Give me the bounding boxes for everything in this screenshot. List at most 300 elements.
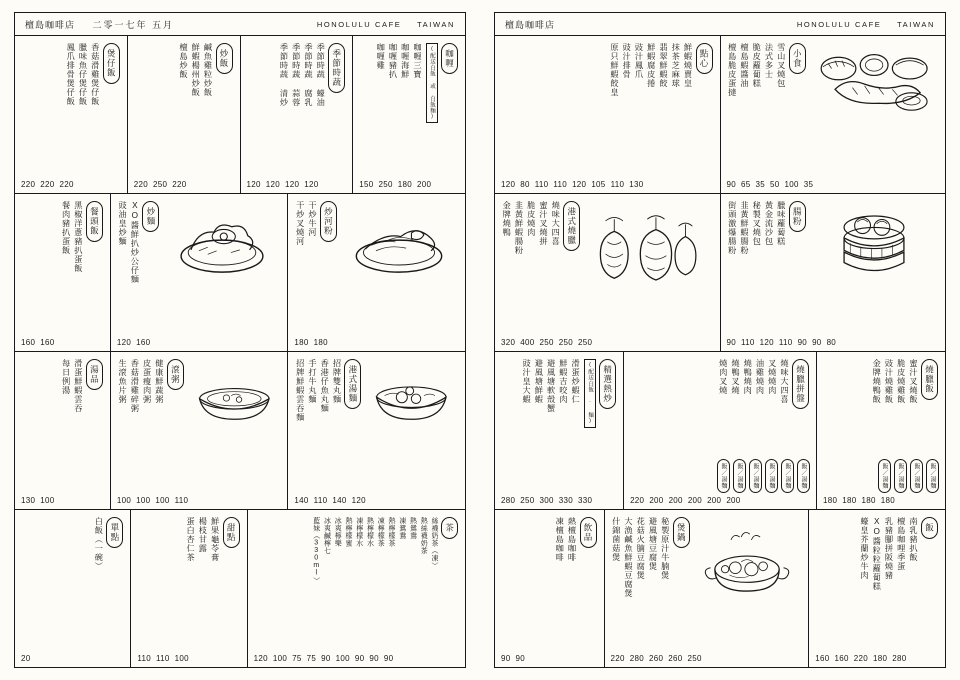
price: 160 — [815, 654, 830, 663]
menu-item[interactable]: 大漁鹹魚鮮蝦豆腐煲 — [624, 517, 633, 598]
price: 90 — [354, 654, 365, 663]
price: 110 — [137, 654, 151, 663]
menu-item[interactable]: 凍鴛鴦 — [398, 517, 406, 540]
section-row — [495, 510, 945, 667]
section-title: 煲鍋 — [673, 517, 690, 548]
price-list — [117, 335, 282, 347]
combo-tag: 飯／湯麵 — [781, 459, 794, 493]
price-list — [294, 493, 459, 505]
price: 220 — [21, 180, 36, 189]
price: 250 — [520, 496, 535, 505]
price-list — [727, 335, 940, 347]
section-title: 炒飯 — [216, 43, 233, 74]
brand-name-en: HONOLULU CAFE — [316, 20, 402, 29]
price: 260 — [649, 654, 664, 663]
price-list — [501, 335, 714, 347]
price: 110 — [155, 654, 170, 663]
menu-item[interactable]: 鮮蝦楊州炒飯 — [191, 43, 201, 97]
menu-item[interactable]: 季節時蔬 腐乳 — [304, 43, 313, 107]
menu-item[interactable]: 蠔皇芥蘭炒牛肉 — [859, 517, 869, 580]
price: 100 — [136, 496, 151, 505]
price: 100 — [116, 496, 132, 505]
price: 150 — [359, 180, 374, 189]
price: 110 — [534, 180, 549, 189]
brand-name-zh: 檀島咖啡店 — [25, 20, 76, 30]
price: 200 — [726, 496, 741, 505]
menu-item[interactable]: 避風塘軟殼蟹 — [546, 359, 556, 413]
menu-item[interactable]: 燒味大四喜 — [551, 201, 561, 246]
menu-item[interactable]: 滑蛋炒蝦仁 — [571, 359, 581, 404]
menu-section-claypot-rice[interactable] — [15, 36, 128, 193]
menu-item[interactable]: 燒肉叉燒 — [718, 359, 728, 395]
left-header-left — [25, 18, 174, 31]
menu-date: 二零一七年 五月 — [92, 20, 175, 30]
menu-item[interactable]: 黑椒洋蔥豬扒蛋飯 — [73, 201, 83, 273]
price: 200 — [707, 496, 722, 505]
brand-name-zh: 檀島咖啡店 — [505, 20, 556, 30]
price: 180 — [822, 496, 838, 505]
combo-tag: 飯／湯麵 — [765, 459, 778, 493]
combo-tag: 飯／湯麵 — [926, 459, 939, 493]
menu-item[interactable]: 韭黃鮮蝦腸粉 — [740, 201, 749, 255]
price: 180 — [294, 338, 309, 347]
menu-item[interactable]: 脆皮蘿蔔糕 — [752, 43, 762, 88]
menu-item[interactable]: 南乳豬扒飯 — [908, 517, 918, 562]
menu-section-rice-plate[interactable] — [15, 194, 111, 351]
brand-name-en: HONOLULU CAFE — [796, 20, 882, 29]
menu-item[interactable]: 招牌鮮蝦雲吞麵 — [295, 359, 305, 422]
menu-item[interactable]: 每日例湯 — [61, 359, 71, 395]
section-title: 炒麵 — [142, 201, 159, 232]
menu-item[interactable]: 街頭激爆腸粉 — [727, 201, 737, 255]
price-list — [611, 651, 803, 663]
menu-item[interactable]: 凍檸檬茶 — [377, 517, 385, 547]
price: 330 — [578, 496, 593, 505]
menu-item[interactable]: 冰爽鹹檸七 — [323, 517, 331, 555]
combo-tag: 飯／湯麵 — [717, 459, 730, 493]
price: 100 — [272, 654, 288, 663]
price: 220 — [630, 496, 645, 505]
price: 220 — [853, 654, 869, 663]
price: 110 — [174, 496, 189, 505]
right-header-right — [797, 20, 935, 29]
menu-item[interactable]: 季節時蔬 蒜蓉 — [291, 43, 301, 107]
price: 100 — [784, 180, 799, 189]
section-note: (配送白飯 · 麵) — [584, 359, 596, 428]
menu-item[interactable]: 熱檸檬茶 — [388, 517, 395, 547]
menu-item[interactable]: 什錦菌菇煲 — [611, 517, 621, 562]
menu-item[interactable]: XO醬粒粒蘿蔔糕 — [872, 517, 882, 591]
price-list — [137, 651, 240, 663]
menu-item[interactable]: 熱鴛鴦 — [409, 517, 417, 540]
price: 65 — [741, 180, 751, 189]
price: 20 — [21, 654, 31, 663]
menu-item[interactable]: 白飯（一碗） — [94, 517, 104, 571]
menu-item[interactable]: 蛋白杏仁茶 — [186, 517, 196, 562]
menu-item[interactable]: 鮮果龜苓膏 — [210, 517, 220, 562]
price: 110 — [553, 180, 568, 189]
price: 80 — [520, 180, 530, 189]
price: 35 — [755, 180, 765, 189]
section-title: 點心 — [696, 43, 713, 74]
section-title: 精選熱炒 — [599, 359, 616, 409]
price: 120 — [253, 654, 268, 663]
menu-item[interactable]: 豉汁鳳爪 — [634, 43, 644, 79]
price: 100 — [155, 496, 170, 505]
price: 180 — [397, 180, 412, 189]
price: 75 — [292, 654, 302, 663]
menu-item[interactable]: 豉汁排骨 — [622, 43, 632, 79]
price: 180 — [861, 496, 876, 505]
section-title: 單點 — [106, 517, 123, 548]
price: 180 — [873, 654, 888, 663]
menu-section-rice-dishes[interactable] — [809, 510, 945, 667]
menu-item[interactable]: 咖喱雞 — [376, 43, 386, 70]
price-list — [21, 651, 124, 663]
menu-item[interactable]: 藍妹（330ml） — [312, 517, 320, 585]
left-sections — [15, 36, 465, 667]
menu-item[interactable]: 原只鮮蝦餃皇 — [610, 43, 619, 97]
region-label: TAIWAN — [897, 20, 935, 29]
menu-item[interactable]: 檀島蝦醬油 — [740, 43, 749, 88]
section-title: 甜點 — [223, 517, 240, 548]
price: 90 — [369, 654, 379, 663]
price: 120 — [246, 180, 261, 189]
price-list — [501, 493, 617, 505]
price: 250 — [578, 338, 593, 347]
section-title: 餐頭飯 — [86, 201, 103, 242]
price: 160 — [21, 338, 36, 347]
menu-item[interactable]: 黃金流沙包 — [764, 201, 774, 246]
menu-item[interactable]: 豉油皇炒麵 — [118, 201, 128, 246]
section-row — [15, 36, 465, 194]
menu-section-drinks-tea[interactable] — [248, 510, 465, 667]
price-list — [823, 493, 939, 505]
menu-item[interactable]: 叉燒燒肉 — [767, 359, 777, 395]
menu-item[interactable]: 燒鴨叉燒 — [730, 359, 740, 395]
combo-tag: 飯／湯麵 — [910, 459, 923, 493]
menu-section-curry[interactable] — [353, 36, 465, 193]
price: 330 — [558, 496, 573, 505]
menu-item[interactable]: 冰爽檸樂 — [334, 517, 342, 547]
price: 110 — [778, 338, 793, 347]
price: 160 — [834, 654, 849, 663]
menu-item[interactable]: 手打牛丸麵 — [307, 359, 317, 404]
price-list — [359, 177, 459, 189]
price: 180 — [313, 338, 328, 347]
menu-item[interactable]: 香港仔魚丸麵 — [320, 359, 330, 413]
menu-section-soup-noodles[interactable] — [288, 352, 465, 509]
menu-section-rice-rolls[interactable] — [721, 194, 946, 351]
price: 140 — [294, 496, 309, 505]
menu-item[interactable]: 翡翠鮮蝦餃 — [659, 43, 668, 88]
menu-item[interactable]: 避風塘鮮蝦 — [534, 359, 544, 404]
menu-item[interactable]: 楊枝甘露 — [198, 517, 208, 553]
price: 120 — [759, 338, 774, 347]
section-title: 燒臘飯 — [921, 359, 938, 400]
menu-item[interactable]: 抹茶芝麻球 — [671, 43, 681, 88]
price: 320 — [501, 338, 516, 347]
price: 130 — [21, 496, 36, 505]
price-list — [21, 335, 104, 347]
menu-item[interactable]: 凍檀島咖啡 — [555, 517, 565, 562]
price: 120 — [285, 180, 300, 189]
section-row — [15, 510, 465, 667]
menu-item[interactable]: 臘味魚仔煲仔飯 — [78, 43, 88, 106]
price-list — [815, 651, 939, 663]
section-row — [495, 194, 945, 352]
price: 250 — [378, 180, 393, 189]
menu-item[interactable]: 健康鮮蔬粥 — [154, 359, 164, 404]
price-list — [21, 177, 121, 189]
menu-section-single-items[interactable] — [15, 510, 131, 667]
price: 300 — [539, 496, 554, 505]
price: 90 — [383, 654, 394, 663]
illustration-noodle-bowl — [364, 359, 459, 437]
menu-section-roast-combo[interactable] — [624, 352, 817, 509]
menu-item[interactable]: 鳳爪排骨煲仔飯 — [66, 43, 76, 106]
menu-item[interactable]: 脆皮燒雞飯 — [896, 359, 906, 404]
menu-item[interactable]: 干炒牛河 — [307, 201, 317, 237]
price-list — [630, 493, 810, 505]
section-title: 港式湯麵 — [344, 359, 361, 409]
menu-section-dessert[interactable] — [131, 510, 247, 667]
menu-item[interactable]: 油雞燒肉 — [755, 359, 765, 395]
price: 120 — [501, 180, 516, 189]
price-list — [134, 177, 234, 189]
menu-item[interactable]: 蜜汁叉燒拼 — [539, 201, 548, 246]
section-row — [15, 194, 465, 352]
menu-section-fried-rice[interactable] — [128, 36, 241, 193]
section-title: 小食 — [789, 43, 806, 74]
price-list — [501, 651, 598, 663]
price: 160 — [136, 338, 151, 347]
price: 90 — [515, 654, 525, 663]
price: 250 — [539, 338, 554, 347]
price: 75 — [306, 654, 317, 663]
menu-item[interactable]: 法式多士 — [764, 43, 774, 79]
menu-item[interactable]: 金牌燒鴨飯 — [872, 359, 882, 404]
illustration-pastries — [809, 43, 939, 127]
price: 110 — [313, 496, 328, 505]
price: 200 — [649, 496, 664, 505]
price: 90 — [797, 338, 808, 347]
price: 90 — [726, 338, 736, 347]
menu-item[interactable]: 季節時蔬 蠔油 — [316, 43, 326, 107]
price-list — [727, 177, 940, 189]
section-title: 咖喱 — [441, 43, 458, 74]
price-list — [501, 177, 714, 189]
menu-item[interactable]: 香菇滑雞碎粥 — [130, 359, 140, 413]
illustration-noodle-plate — [340, 201, 459, 281]
price: 105 — [591, 180, 606, 189]
price: 120 — [304, 180, 319, 189]
menu-item[interactable]: 季節時蔬 清炒 — [279, 43, 289, 107]
menu-item[interactable]: 餐肉豬扒蛋飯 — [61, 201, 71, 255]
menu-item[interactable]: 熱檸檬水 — [366, 517, 374, 547]
menu-item[interactable]: 燒鴨燒肉 — [743, 359, 753, 395]
menu-item[interactable]: 脆皮燒肉 — [526, 201, 536, 237]
left-header-right — [317, 20, 455, 29]
menu-item[interactable]: 燒味大四喜 — [779, 359, 789, 404]
section-row — [495, 352, 945, 510]
section-row — [15, 352, 465, 510]
menu-item[interactable]: 金牌燒鴨 — [502, 201, 512, 237]
menu-item[interactable]: 咖喱三寶 — [413, 43, 422, 79]
illustration-fried-rice-plate — [162, 201, 281, 281]
price: 280 — [892, 654, 907, 663]
menu-section-snacks[interactable] — [721, 36, 946, 193]
menu-item[interactable]: 臘味蘿蔔糕 — [776, 201, 786, 246]
price: 120 — [116, 338, 132, 347]
menu-item[interactable]: 絲襪奶茶（凍） — [431, 517, 438, 570]
price: 260 — [668, 654, 683, 663]
illustration-bamboo-steamer — [809, 201, 939, 289]
menu-section-congee[interactable] — [111, 352, 289, 509]
price: 160 — [40, 338, 55, 347]
combo-tag: 飯／湯麵 — [733, 459, 746, 493]
menu-section-dim-sum[interactable] — [495, 36, 721, 193]
menu-item[interactable]: 豉汁燒雞飯 — [884, 359, 894, 404]
section-title: 燒臘拼盤 — [792, 359, 809, 409]
combo-tag: 飯／湯麵 — [878, 459, 891, 493]
menu-item[interactable]: 滑蛋鮮蝦雲吞 — [73, 359, 83, 413]
illustration-congee-bowl — [187, 359, 282, 437]
price: 220 — [610, 654, 625, 663]
price: 200 — [687, 496, 703, 505]
price: 35 — [803, 180, 814, 189]
region-label: TAIWAN — [417, 20, 455, 29]
menu-section-seasonal-vegetables[interactable] — [241, 36, 354, 193]
menu-item[interactable]: 皮蛋瘦肉粥 — [142, 359, 152, 404]
price: 200 — [417, 180, 432, 189]
price: 250 — [687, 654, 702, 663]
menu-item[interactable]: 秘製原汁牛腩煲 — [660, 517, 670, 580]
section-title: 腸粉 — [789, 201, 806, 232]
price: 120 — [265, 180, 280, 189]
price: 400 — [520, 338, 535, 347]
combo-tag: 飯／湯麵 — [797, 459, 810, 493]
price: 50 — [770, 180, 780, 189]
menu-item[interactable]: 豉汁皇大蝦 — [522, 359, 532, 404]
section-title: 炒河粉 — [320, 201, 337, 242]
price: 280 — [629, 654, 644, 663]
section-title: 飲品 — [580, 517, 597, 548]
price: 100 — [174, 654, 189, 663]
menu-item[interactable]: 熱檸檬蜜 — [345, 517, 352, 547]
menu-section-soup[interactable] — [15, 352, 111, 509]
menu-item[interactable]: 乳豬腳拼阪燒豬 — [884, 517, 894, 580]
menu-item[interactable]: 生滾魚片粥 — [118, 359, 128, 404]
combo-tag-list — [630, 457, 810, 493]
price-list — [294, 335, 459, 347]
menu-section-stir-fry[interactable] — [495, 352, 624, 509]
section-title: 季節時蔬 — [328, 43, 345, 93]
price: 220 — [172, 180, 187, 189]
menu-item[interactable]: 鮮蝦燒賣皇 — [683, 43, 693, 88]
menu-item[interactable]: 檀島炒飯 — [179, 43, 188, 79]
menu-section-coffee[interactable] — [495, 510, 605, 667]
price: 200 — [668, 496, 683, 505]
menu-section-fried-rice-noodle[interactable] — [288, 194, 465, 351]
menu-item[interactable]: 檀島咖哩季蛋 — [896, 517, 906, 571]
price: 100 — [335, 654, 350, 663]
section-row — [495, 36, 945, 194]
price: 250 — [558, 338, 573, 347]
menu-section-hotpot[interactable] — [605, 510, 810, 667]
price-list — [254, 651, 459, 663]
menu-item[interactable]: 鮮蝦腐皮捲 — [646, 43, 656, 88]
section-title: 湯品 — [86, 359, 103, 390]
menu-item[interactable]: 雪山叉燒包 — [776, 43, 786, 88]
menu-item[interactable]: 招牌雙丸麵 — [332, 359, 342, 404]
section-title: 飯 — [921, 517, 938, 539]
price: 180 — [842, 496, 857, 505]
menu-item[interactable]: XO醬鮮扒炒公仔麵 — [130, 201, 140, 284]
menu-item[interactable]: 香菇滑雞煲仔飯 — [90, 43, 100, 106]
price-list — [247, 177, 347, 189]
price-list — [117, 493, 282, 505]
section-title: 港式燒臘 — [563, 201, 580, 251]
right-menu-sheet — [480, 0, 960, 680]
price: 140 — [332, 496, 347, 505]
left-header — [15, 13, 465, 36]
menu-item[interactable]: 咖喱海鮮 — [400, 43, 410, 79]
menu-item[interactable]: 檀島脆皮蛋撻 — [727, 43, 737, 97]
price: 120 — [351, 496, 366, 505]
price: 110 — [610, 180, 625, 189]
menu-item[interactable]: 凍檸檬水 — [355, 517, 363, 547]
menu-section-fried-noodles[interactable] — [111, 194, 289, 351]
menu-item[interactable]: 花菇火腩豆腐煲 — [636, 517, 646, 580]
menu-item[interactable]: 鹹魚雞粒炒飯 — [203, 43, 213, 97]
combo-tag: 飯／湯麵 — [749, 459, 762, 493]
price: 90 — [321, 654, 331, 663]
section-note: (配送白飯 或 白飯麵) — [426, 43, 438, 123]
section-title: 茶 — [441, 517, 458, 539]
price: 130 — [629, 180, 644, 189]
section-title: 煲仔飯 — [103, 43, 120, 84]
menu-item[interactable]: 秘製叉燒包 — [752, 201, 762, 246]
menu-section-roast-meats[interactable] — [495, 194, 721, 351]
price: 90 — [812, 338, 822, 347]
menu-item[interactable]: 咖喱豬扒 — [388, 43, 398, 79]
menu-item[interactable]: 避風塘豆腐煲 — [648, 517, 658, 571]
price: 180 — [880, 496, 895, 505]
menu-item[interactable]: 韭黃鮮蝦腸粉 — [514, 201, 524, 255]
menu-item[interactable]: 熱檀島咖啡 — [567, 517, 577, 562]
price: 250 — [153, 180, 168, 189]
right-header-left — [505, 18, 555, 31]
menu-item[interactable]: 蜜汁叉燒飯 — [909, 359, 919, 404]
price: 120 — [572, 180, 587, 189]
price: 220 — [59, 180, 74, 189]
menu-item[interactable]: 熱絲襪奶茶 — [420, 517, 428, 555]
right-sections — [495, 36, 945, 667]
price: 280 — [501, 496, 516, 505]
menu-item[interactable]: 鮮蝦吉咬肉 — [558, 359, 568, 404]
illustration-hotpot — [693, 517, 803, 617]
price: 90 — [726, 180, 736, 189]
price: 80 — [826, 338, 837, 347]
combo-tag: 飯／湯麵 — [894, 459, 907, 493]
price-list — [21, 493, 104, 505]
menu-section-roast-rice[interactable] — [817, 352, 945, 509]
price: 220 — [40, 180, 55, 189]
price: 100 — [40, 496, 55, 505]
section-title: 滾粥 — [167, 359, 184, 390]
menu-item[interactable]: 干炒叉燒河 — [295, 201, 305, 246]
